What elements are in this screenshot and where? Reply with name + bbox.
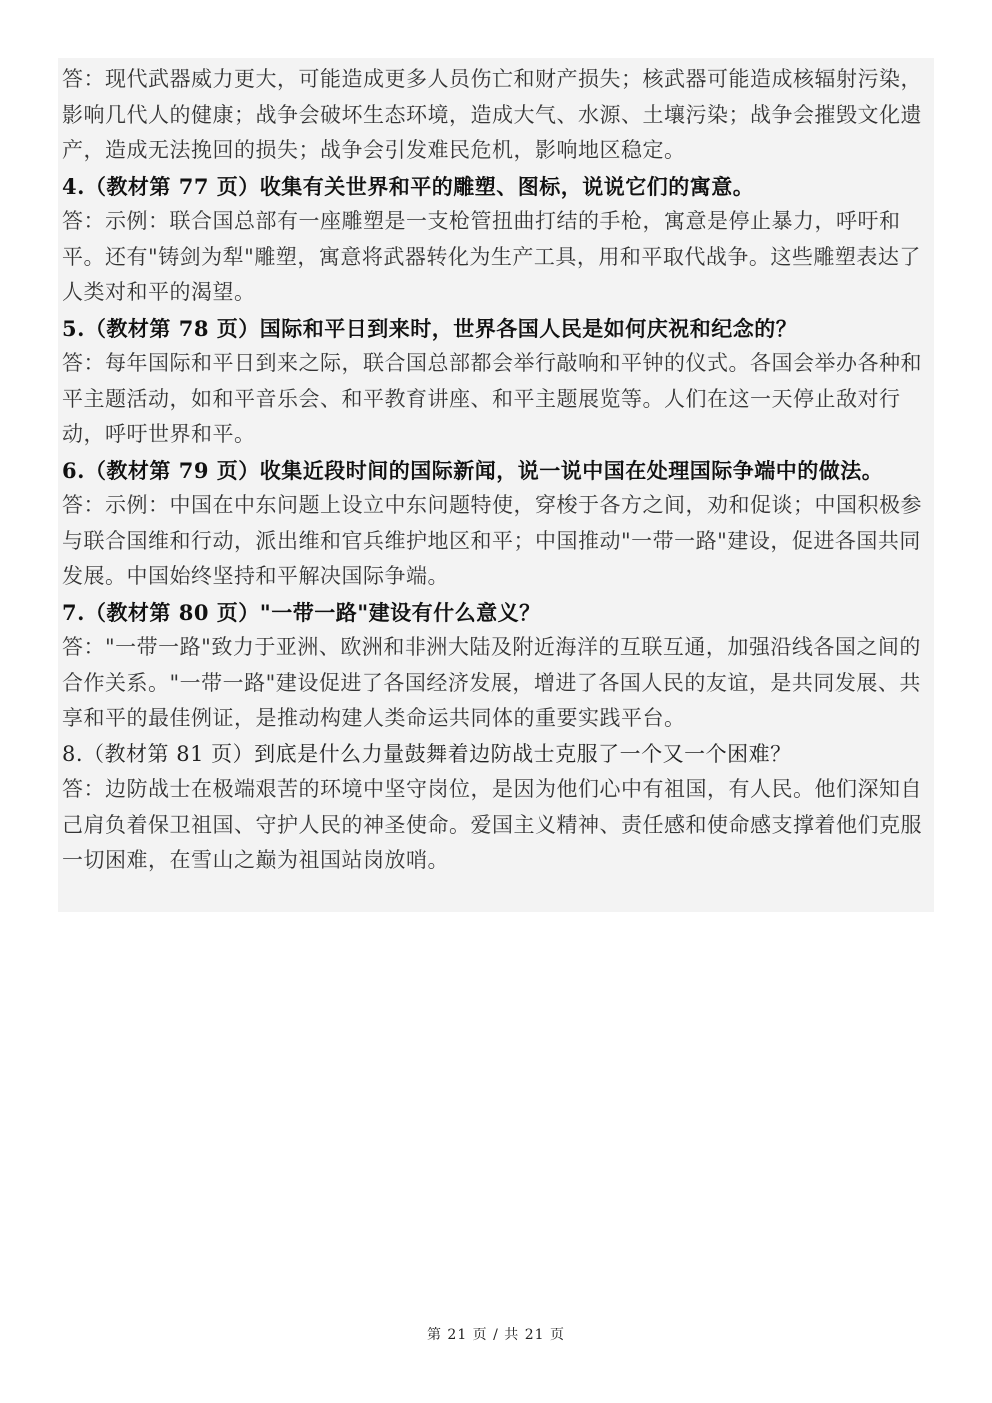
document-content — [58, 58, 934, 912]
question-5: 5.（教材第 78 页）国际和平日到来时，世界各国人民是如何庆祝和纪念的？ — [62, 315, 798, 341]
question-4: 4.（教材第 77 页）收集有关世界和平的雕塑、图标，说说它们的寓意。 — [62, 173, 755, 199]
page-number-footer: 第 21 页 / 共 21 页 — [426, 1327, 566, 1343]
question-8: 8.（教材第 81 页）到底是什么力量鼓舞着边防战士克服了一个又一个困难？ — [62, 741, 792, 766]
answer-8: 答：边防战士在极端艰苦的环境中坚守岗位，是因为他们心中有祖国，有人民。他们深知自己肩负着保卫祖国、守护人民的神圣使命。爱国主义精神、责任感和使命感支撑着他们克服一切困难，在雪山之巅为祖国站岗放哨。 — [62, 777, 922, 872]
question-6: 6.（教材第 79 页）收集近段时间的国际新闻，说一说中国在处理国际争端中的做法。 — [62, 457, 884, 483]
answer-7: 答："一带一路"致力于亚洲、欧洲和非洲大陆及附近海洋的互联互通，加强沿线各国之间的合作关系。"一带一路"建设促进了各国经济发展，增进了各国人民的友谊，是共同发展、共享和平的最佳例证，是推动构建人类命运共同体的重要实践平台。 — [62, 635, 921, 730]
answer-5: 答：每年国际和平日到来之际，联合国总部都会举行敲响和平钟的仪式。各国会举办各种和平主题活动，如和平音乐会、和平教育讲座、和平主题展览等。人们在这一天停止敌对行动，呼吁世界和平。 — [62, 351, 922, 446]
answer-paragraph: 答：现代武器威力更大，可能造成更多人员伤亡和财产损失；核武器可能造成核辐射污染，影响几代人的健康；战争会破坏生态环境，造成大气、水源、土壤污染；战争会摧毁文化遗产，造成无法挽回的损失；战争会引发难民危机，影响地区稳定。 — [62, 67, 922, 162]
answer-6: 答：示例：中国在中东问题上设立中东问题特使，穿梭于各方之间，劝和促谈；中国积极参与联合国维和行动，派出维和官兵维护地区和平；中国推动"一带一路"建设，促进各国共同发展。中国始终坚持和平解决国际争端。 — [62, 493, 922, 588]
answer-4: 答：示例：联合国总部有一座雕塑是一支枪管扭曲打结的手枪，寓意是停止暴力，呼吁和平。还有"铸剑为犁"雕塑，寓意将武器转化为生产工具，用和平取代战争。这些雕塑表达了人类对和平的渴望。 — [62, 209, 921, 304]
question-7: 7.（教材第 80 页）"一带一路"建设有什么意义？ — [62, 599, 541, 625]
